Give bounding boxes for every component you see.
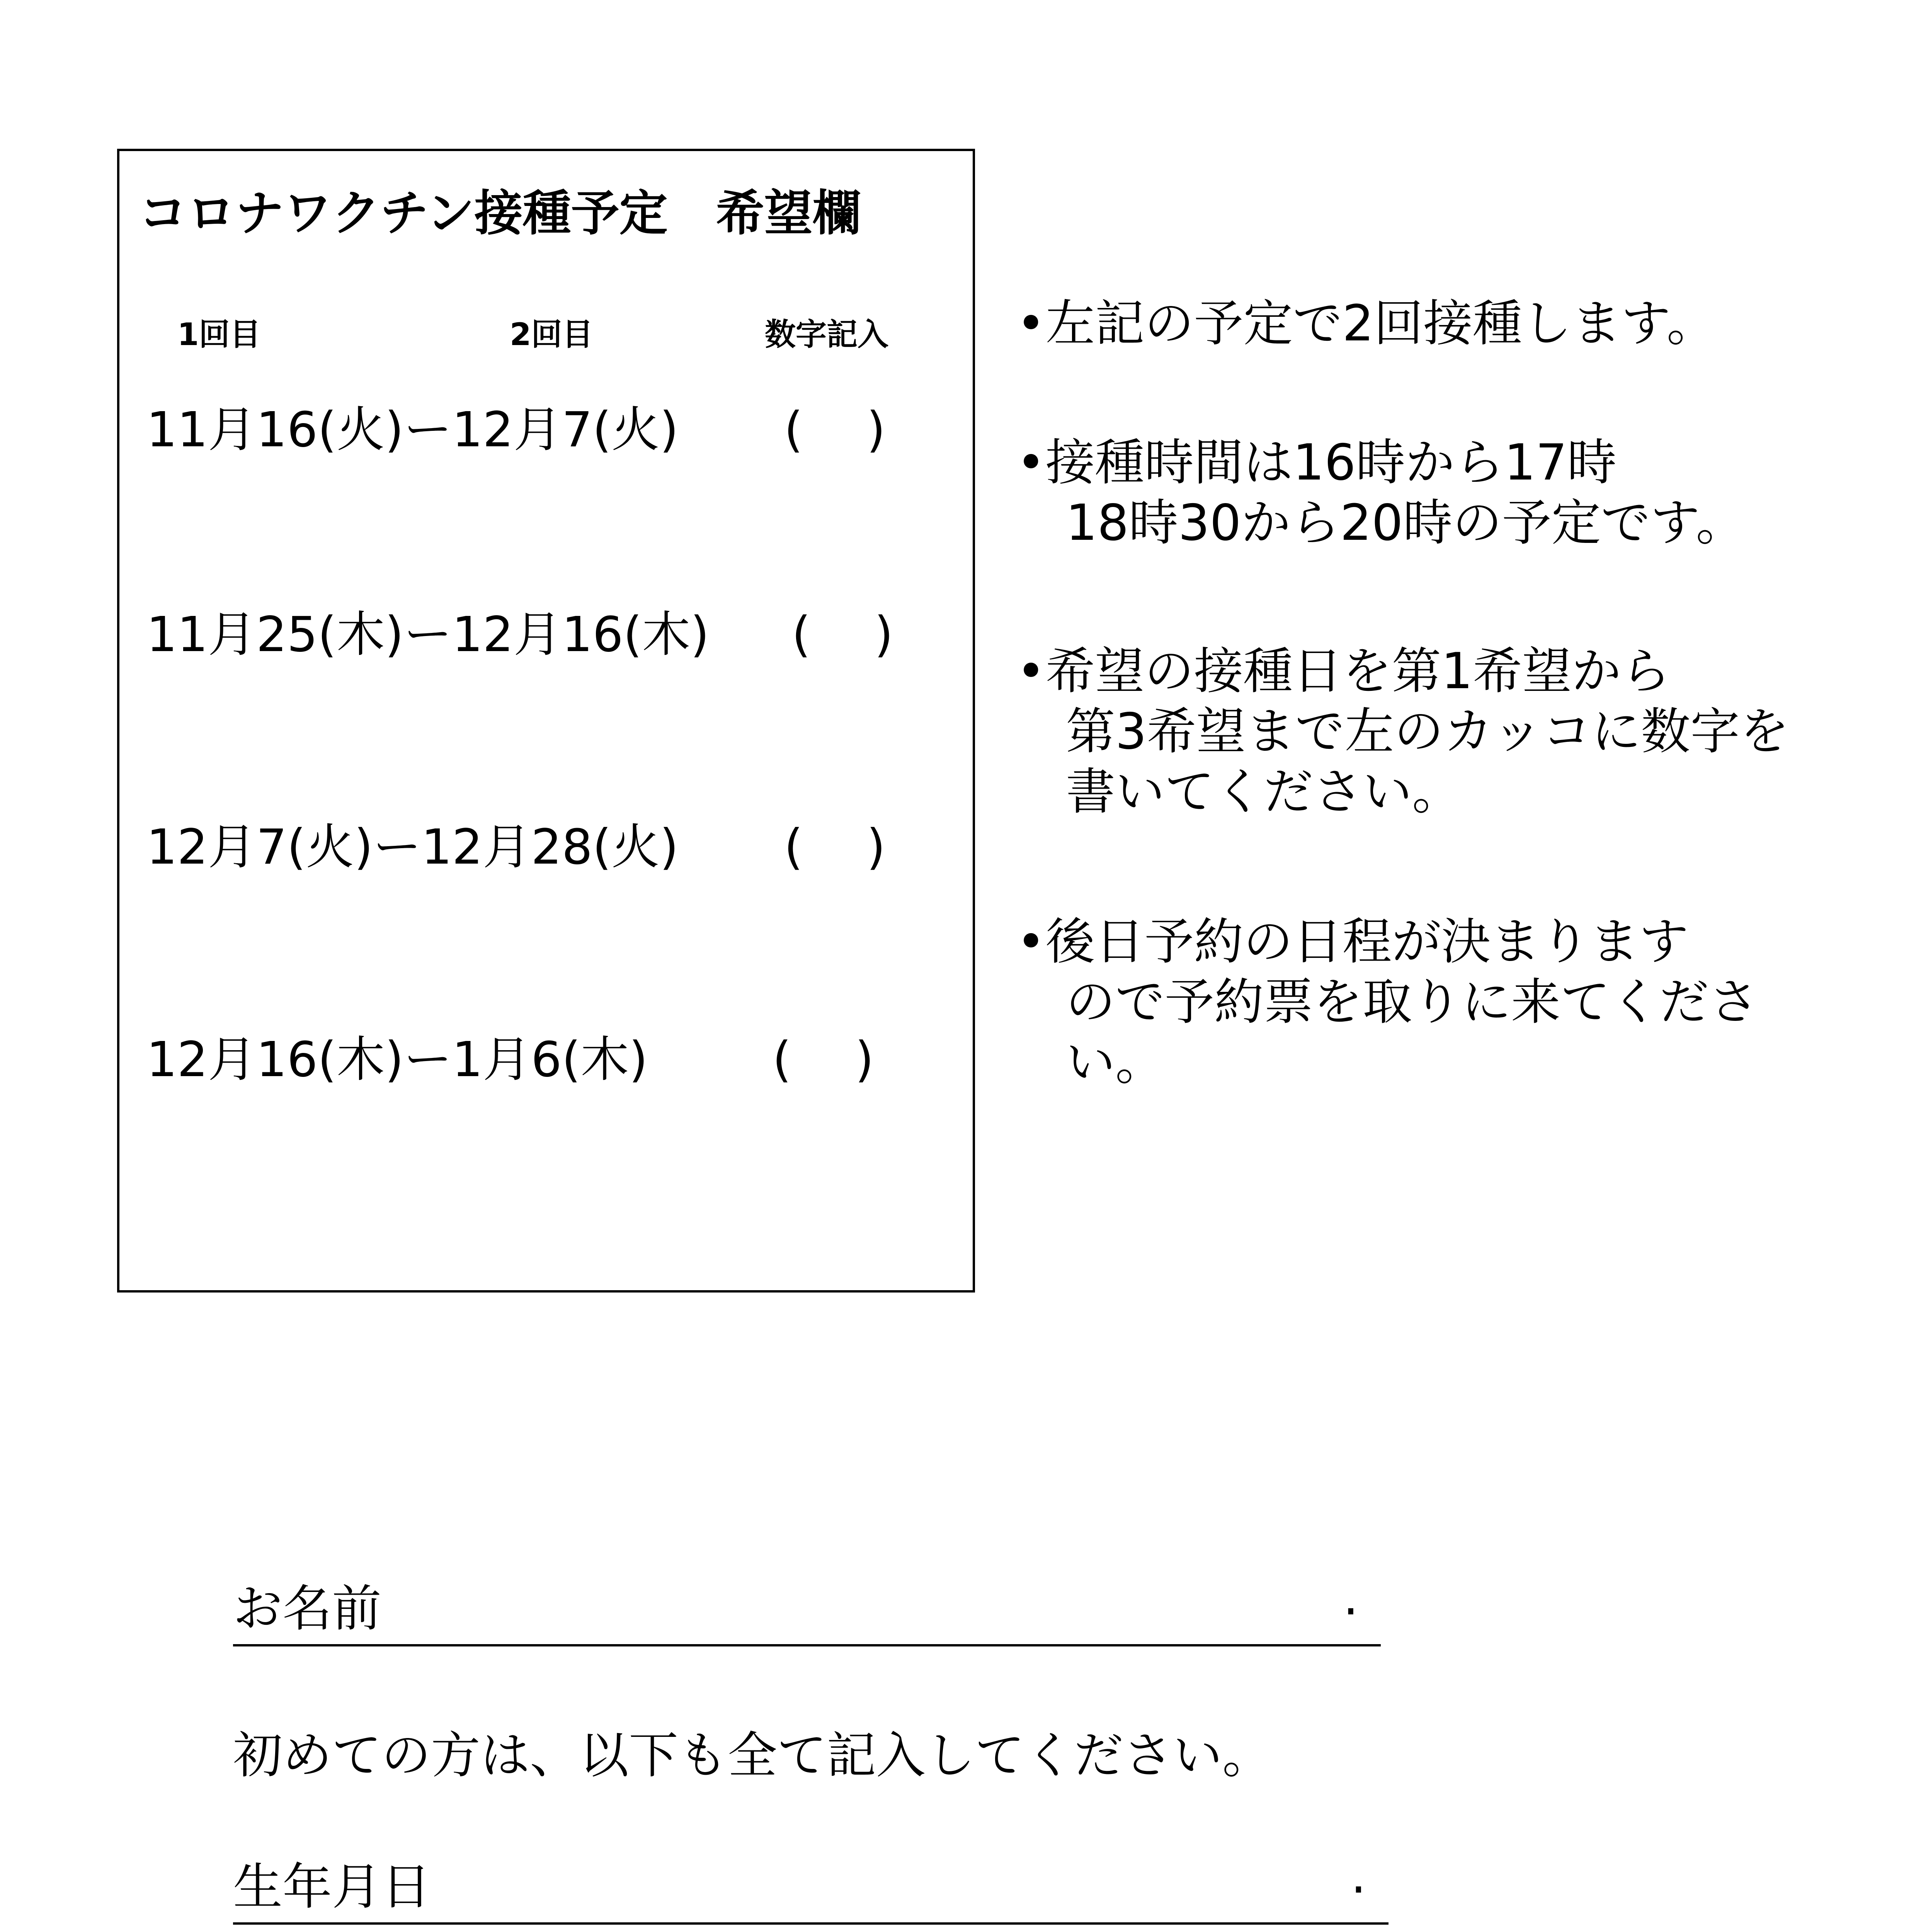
birthdate-input-line[interactable] [233, 1922, 1389, 1925]
schedule-row-4-bracket[interactable]: ( ) [773, 1032, 874, 1088]
schedule-box [117, 149, 975, 1293]
schedule-row-4-dates: 12月16(木)ー1月6(木) [146, 1032, 648, 1088]
note-2-line-2: 18時30から20時の予定です。 [1016, 494, 1746, 552]
name-label: お名前 [233, 1580, 382, 1638]
note-4-line-3: い。 [1016, 1034, 1165, 1092]
note-3-line-1: •希望の接種日を第1希望から [1016, 643, 1671, 700]
schedule-row-2-dates: 11月25(木)ー12月16(木) [146, 607, 710, 663]
name-input-line[interactable] [233, 1644, 1381, 1646]
note-3-line-3: 書いてください。 [1016, 763, 1462, 821]
note-4-line-1: •後日予約の日程が決まります [1016, 913, 1689, 971]
column-first-dose: 1回目 [177, 316, 261, 352]
schedule-row-2-bracket[interactable]: ( ) [792, 607, 893, 663]
schedule-row-3-dates: 12月7(火)ー12月28(火) [146, 819, 679, 875]
first-time-instruction: 初めての方は、以下も全て記入してください。 [233, 1727, 1272, 1784]
note-4 [1016, 912, 1758, 1093]
schedule-row-1-bracket[interactable]: ( ) [784, 402, 886, 458]
birthdate-label: 生年月日 [233, 1858, 431, 1916]
name-dot: . [1343, 1569, 1359, 1626]
schedule-row-3-bracket[interactable]: ( ) [784, 819, 886, 875]
note-1-line-1: •左記の予定で2回接種します。 [1016, 295, 1716, 352]
schedule-title: コロナワクチン接種予定 希望欄 [139, 185, 861, 242]
note-3 [1016, 641, 1789, 822]
note-3-line-2: 第3希望まで左のカッコに数字を [1016, 703, 1790, 761]
note-1 [1016, 294, 1716, 354]
note-2-line-1: •接種時間は16時から17時 [1016, 434, 1617, 492]
birthdate-dot: . [1351, 1847, 1366, 1905]
schedule-row-1-dates: 11月16(火)ー12月7(火) [146, 402, 679, 458]
note-4-line-2: ので予約票を取りに来てくださ [1016, 973, 1759, 1031]
note-2 [1016, 433, 1745, 553]
column-number-entry: 数字記入 [765, 316, 888, 352]
column-second-dose: 2回目 [510, 316, 593, 352]
